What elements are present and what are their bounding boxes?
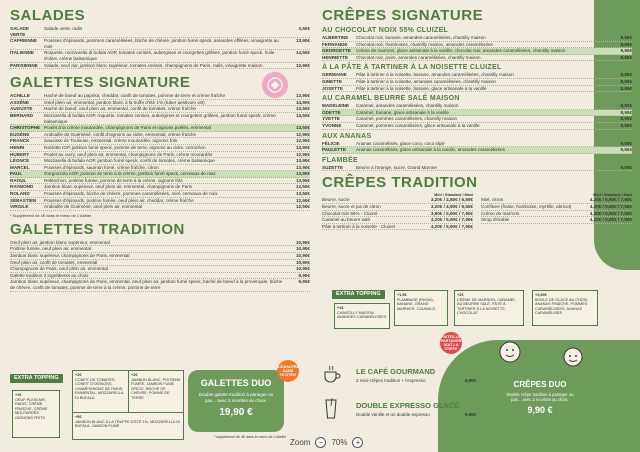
- menu-row: [10, 253, 310, 260]
- item-name: SUZETTE: [322, 164, 343, 170]
- menu-row: [481, 204, 632, 211]
- cafe-gourmand-title: LE CAFÉ GOURMAND: [356, 367, 436, 376]
- item-name: PAULETTE: [322, 147, 346, 153]
- item-description: Pousses d'épinards, bûche de chèvre, pommes caramélisées, miel, cerneaux de noix: [44, 191, 218, 197]
- item-description: Ananas caramélisés, glace coco, coco râpé: [356, 140, 445, 146]
- double-expresso: [356, 401, 476, 417]
- item-price: 13,50€: [295, 106, 310, 112]
- item-name: SÉBASTIEN: [10, 197, 37, 203]
- tradition-list-left: [322, 197, 473, 230]
- iced-glass-icon: [324, 398, 338, 420]
- zoom-value: 70%: [331, 438, 348, 447]
- zoom-in-button[interactable]: +: [352, 437, 363, 448]
- menu-row: [10, 246, 310, 253]
- item-price: 10,90€: [295, 239, 310, 245]
- item-price: 3,50€: [298, 26, 310, 31]
- menu-row: [481, 217, 632, 224]
- topping-text: CHANTILLY MAISON, AMANDES CARAMÉLISÉES: [337, 310, 387, 320]
- crepes-duo: [500, 380, 580, 415]
- item-price: 8,50€: [620, 103, 632, 109]
- item-description: Crème de marrons: [481, 210, 520, 216]
- cafe-gourmand-price: 5,90€: [464, 378, 476, 383]
- flambee-subtitle: FLAMBÉE: [322, 156, 358, 164]
- item-price: 14,50€: [295, 50, 310, 56]
- menu-row: [10, 184, 310, 191]
- menu-row: [10, 138, 310, 145]
- item-name: ACHILLE: [10, 93, 30, 99]
- topping-price: +2€: [457, 293, 464, 297]
- cafe-gourmand-desc: 2 mini-crêpes tradition + l'expresso: [356, 378, 426, 383]
- item-price: 8,90€: [298, 272, 310, 278]
- item-price: 8,90€: [620, 116, 632, 122]
- zoom-out-button[interactable]: −: [315, 437, 326, 448]
- item-name: FRANCK: [10, 138, 30, 144]
- item-price: 12,90€: [295, 197, 310, 203]
- ananas-subtitle: AUX ANANAS: [322, 132, 372, 140]
- item-name: EUGÈNE: [10, 131, 30, 137]
- menu-row: [10, 240, 310, 247]
- tradition-header-right: Mini / Standard / Maxi: [593, 193, 632, 198]
- item-name: VIRGILE: [10, 204, 29, 210]
- item-price: 13,50€: [295, 125, 310, 131]
- menu-row: [322, 72, 632, 79]
- item-description: Ananas caramélisés, glace artisanale à la vanille, amandes caramélisées: [356, 147, 505, 153]
- item-description: Pâte à tartiner à la noisette, banane, amandes caramélisées, chantilly maison: [356, 72, 514, 78]
- item-description: Chocolat noir 55% - Cluizel: [322, 210, 378, 216]
- galettes-signature-list: [10, 93, 310, 211]
- gluten-badge: SOUHAITÉE SANS GLUTEN: [277, 360, 299, 382]
- crepes-duo-desc: Double crêpe tradition à partager ou pas... avec 2 recettes au choix.: [506, 392, 574, 402]
- crepe-topping-box-1: [334, 303, 390, 329]
- item-name: YVONNE: [322, 122, 342, 128]
- item-price: 12,50€: [295, 204, 310, 210]
- item-description: Champignons de Paris, oeuf plein air, emmental: [10, 266, 108, 272]
- item-description: Pâte à tartiner à la noisette, amandes caramélisées, chantilly maison: [356, 78, 496, 84]
- item-price: 4,20€ / 5,90€ / 7,90€: [589, 197, 632, 203]
- galette-topping-box-4: [72, 412, 184, 440]
- topping-text: JAMBON BLANC À LA TRUFFE D'ÉTÉ 1%, MOZZARELLA DI BUFALA, JAMBON FUMÉ: [75, 419, 181, 429]
- galettes-tradition-title: GALETTES TRADITION: [10, 220, 185, 238]
- item-description: Galette tradition 2 ingrédients au choix: [10, 272, 89, 278]
- crepes-tradition-title: CRÊPES TRADITION: [322, 174, 478, 192]
- item-price: 13,50€: [295, 191, 310, 197]
- item-name: GERMAINE: [322, 72, 347, 78]
- item-description: Confiture (fraise, framboise, myrtille, abricot): [481, 203, 572, 209]
- item-description: Caramel, pommes caramélisées, chantilly maison: [356, 116, 458, 122]
- item-name: PARISIENNE: [10, 62, 38, 68]
- item-price: 14,90€: [295, 99, 310, 105]
- item-description: Beurre à l'orange, sucre, Grand Marnier: [356, 164, 438, 170]
- menu-row: [10, 273, 310, 280]
- item-price: 12,90€: [295, 151, 310, 157]
- zoom-control: [290, 437, 363, 448]
- item-price: 12,50€: [295, 184, 310, 190]
- item-price: 4,20€ / 5,90€ / 7,90€: [589, 210, 632, 216]
- right-column: [322, 6, 632, 230]
- item-price: 3,90€ / 5,90€ / 7,90€: [430, 210, 473, 216]
- menu-row: [322, 103, 632, 110]
- item-name: CHRISTOPHE: [10, 125, 41, 131]
- item-description: Reblochon, poitrine fumée, pomme de terre à la crème, oignons frits: [44, 177, 183, 183]
- item-name: RAYMOND: [10, 184, 34, 190]
- item-description: Poulet au curry, oeuf plein air, emmental, champignons de Paris, crème moutardée: [44, 151, 213, 157]
- caramel-list: [322, 103, 632, 129]
- item-description: Pousses d'épinards, pommes caramélisées, bûche de chèvre, jambon fumé speck, amandes effilées, vinaigrette au miel: [44, 38, 279, 49]
- item-name: BERNARD: [10, 112, 33, 118]
- crepes-duo-price: 9,90 €: [527, 405, 553, 415]
- item-price: 13,90€: [295, 171, 310, 177]
- menu-row: [10, 38, 310, 50]
- item-name: HUBERT: [10, 151, 30, 157]
- menu-row: [10, 158, 310, 165]
- salades-list: [10, 26, 310, 69]
- menu-row: [322, 110, 632, 117]
- expresso-title: DOUBLE EXPRESSO GLACÉ: [356, 401, 460, 410]
- choc-list: [322, 35, 632, 61]
- item-description: Crème de marrons, glace artisanale à la vanille, chocolat noir, amandes caramélisées, chantilly maison: [356, 48, 566, 54]
- item-description: Saucisse de Toulouse, emmental, crème moutardée, oignons frits: [44, 138, 178, 144]
- share-badge: FAITES-LE PARTAGER SOIT LA CRÊPE: [440, 332, 462, 354]
- menu-row: [322, 86, 632, 93]
- item-price: 12,90€: [295, 138, 310, 144]
- topping-price: +2€: [75, 373, 82, 377]
- item-price: 10,90€: [295, 253, 310, 259]
- galette-topping-box-3: [128, 370, 184, 414]
- menu-row: [322, 79, 632, 86]
- galette-topping-box-1: [12, 390, 60, 438]
- item-price: 8,90€: [620, 41, 632, 47]
- item-price: 10,90€: [295, 246, 310, 252]
- tradition-list-right: [481, 197, 632, 223]
- galette-topping-box-2: [72, 370, 130, 414]
- item-description: Salade, oeuf dur, jambon blanc supérieur, tomates cerises, champignons de Paris, radis, vinaigrette maison: [44, 62, 263, 68]
- menu-row: [10, 100, 310, 107]
- item-price: 8,90€: [620, 122, 632, 128]
- item-description: Gorgonzola AOP, pomme de terre à la crème, jambon fumé speck, cerneaux de noix: [44, 171, 216, 177]
- expresso-desc: Double vanille et un double expresso: [356, 412, 430, 417]
- menu-row: [10, 125, 310, 132]
- menu-row: [322, 123, 632, 130]
- item-description: Roquette, mozzarella di bufala AOP, tomates cerises, aubergines et courgettes grillées, jambon fumé speck, huile d'olive, crème balsamique: [44, 50, 275, 61]
- galette-extra-topping: [10, 374, 63, 383]
- item-name: ITALIENNE: [10, 50, 34, 56]
- item-name: HENRI: [10, 144, 25, 150]
- item-description: Haché de boeuf, oeuf plein air, emmental, confit de tomates, crème fraîche: [44, 106, 196, 112]
- crepe-topping-box-2: [394, 290, 448, 326]
- item-description: Oeuf plein air, jambon blanc supérieur, emmental: [10, 239, 110, 245]
- topping-price: +1,5€: [397, 293, 407, 297]
- character-illustration-icon: [496, 338, 524, 366]
- menu-row: [322, 141, 632, 148]
- item-description: Beurre, sucre: [322, 197, 350, 203]
- menu-row: [322, 165, 632, 172]
- noisette-subtitle: À LA PÂTE À TARTINER À LA NOISETTE CLUIZEL: [322, 64, 502, 72]
- galettes-tradition-list: [10, 240, 310, 292]
- noisette-list: [322, 72, 632, 92]
- item-price: 13,90€: [295, 164, 310, 170]
- menu-row: [322, 197, 473, 204]
- item-description: Haché de boeuf au paprika, cheddar, confit de tomates, pomme de terre et crème fraîche: [44, 93, 226, 99]
- menu-row: [10, 266, 310, 273]
- menu-row: [322, 211, 473, 218]
- tradition-header-left: Mini / Standard / Maxi: [434, 193, 473, 198]
- item-name: YVETTE: [322, 116, 340, 122]
- item-name: ROLAND: [10, 191, 30, 197]
- item-description: Pâte à tartiner à la noisette - Cluizel: [322, 223, 395, 229]
- item-price: 8,90€: [620, 72, 632, 78]
- character-illustration-2-icon: [560, 344, 586, 370]
- item-description: Jambon blanc supérieur, champignons de Paris, emmental: [10, 253, 130, 259]
- item-description: Salade verte, radis: [44, 26, 83, 31]
- item-name: ODETTE: [322, 109, 341, 115]
- item-description: Andouille de Guéméné, confit d'oignons au cidre, emmental, crème fraîche: [44, 131, 197, 137]
- item-name: GEORGETTE: [322, 48, 351, 54]
- item-name: FÉLICIE: [322, 140, 340, 146]
- item-price: 10,90€: [295, 259, 310, 265]
- item-price: 12,90€: [295, 131, 310, 137]
- item-name: ALBERTINE: [322, 35, 349, 40]
- item-description: Oeuf plein air, confit de tomates, emmental: [10, 259, 98, 265]
- item-name: PAUL: [10, 171, 23, 177]
- galettes-signature-note: * Supplément de 1€ dans le menu de L'Atelier: [10, 212, 92, 218]
- topping-text: FLAMBAGE (RHUM), BANANE, GRAND MARNIER, CAUMALD: [397, 297, 436, 311]
- item-price: 13,90€: [295, 38, 310, 44]
- item-name: ASSÉNE: [10, 99, 29, 105]
- menu-row: [10, 165, 310, 172]
- item-name: MADELEINE: [322, 103, 350, 109]
- menu-row: [10, 50, 310, 62]
- item-description: Poulet à la crème moutardée, champignons de Paris et oignons poêlés, emmental: [44, 125, 212, 131]
- item-name: GINETTE: [322, 78, 342, 84]
- item-price: 13,90€: [295, 144, 310, 150]
- item-price: 9,90€: [620, 48, 632, 54]
- menu-row: [481, 211, 632, 218]
- menu-row: [10, 113, 310, 125]
- galettes-duo-card: [188, 370, 284, 432]
- topping-text: CRÈME DE MARRON, CARAMEL AU BEURRE SALÉ, PÂTE À TARTINER À LA NOISETTE, CHOCOLAT: [457, 297, 516, 316]
- item-price: 9,90€: [620, 164, 632, 170]
- caramel-subtitle: AU CARAMEL BEURRE SALÉ MAISON: [322, 95, 460, 103]
- menu-row: [10, 132, 310, 139]
- menu-row: [10, 26, 310, 38]
- item-description: Mozzarella di bufala AOP, roquette, tomates cerises, aubergines et courgettes grillées, jambon fumé speck, crème balsamique: [44, 112, 276, 124]
- galette-extra-topping-label: EXTRA TOPPING: [10, 374, 63, 383]
- menu-row: [322, 42, 632, 49]
- crepe-extra-topping: [332, 290, 385, 299]
- topping-text: BOULE DE GLACE AU CHOIX, ANANAS FRAÎCHE, POMMES CARAMÉLISÉES, ANANAS CARAMÉLISÉS: [535, 297, 589, 316]
- item-description: Pousses d'épinards, poitrine fumée, oeuf plein air, cheddar, crème fraîche: [44, 197, 194, 203]
- item-price: 4,20€ / 5,90€ / 7,90€: [430, 223, 473, 229]
- topping-price: +2€: [131, 373, 138, 377]
- item-price: 12,90€: [295, 62, 310, 68]
- item-price: 3,20€ / 4,50€ / 6,50€: [430, 197, 473, 203]
- item-name: HENRIETTE: [322, 54, 349, 60]
- item-description: Chocolat noir, poire, amandes caramélisées, chantilly maison: [356, 54, 481, 60]
- menu-row: [10, 63, 310, 70]
- galettes-duo-title: GALETTES DUO: [200, 378, 272, 388]
- item-description: Miel, citron: [481, 197, 504, 203]
- menu-row: [10, 204, 310, 211]
- zoom-label: Zoom: [290, 438, 311, 447]
- item-description: Mozzarella di bufala AOP, jambon fumé speck, confit de tomates, crème balsamique: [44, 158, 215, 164]
- item-description: Raclette IGP, jambon fumé speck, pomme de terre, oignons au cidre, cornichon: [44, 144, 206, 150]
- item-price: 8,90€: [620, 85, 632, 91]
- item-price: 3,20€ / 4,90€ / 6,50€: [430, 203, 473, 209]
- item-price: 13,90€: [295, 177, 310, 183]
- menu-row: [322, 116, 632, 123]
- item-description: Caramel, banane, glace artisanale à la vanille: [356, 109, 449, 115]
- item-price: 9,50€: [620, 140, 632, 146]
- item-price: 10,90€: [295, 266, 310, 272]
- galettes-duo-note: * supplément de 4€ dans le menu de L'Atelier: [214, 435, 287, 439]
- item-price: 8,90€: [620, 109, 632, 115]
- item-description: Beurre, sucre et jus de citron: [322, 203, 381, 209]
- menu-row: [10, 260, 310, 267]
- item-description: Caramel, amandes caramélisées, chantilly maison: [356, 103, 459, 109]
- topping-price: +1€: [15, 393, 22, 397]
- crepes-signature-title: CRÊPES SIGNATURE: [322, 7, 484, 24]
- menu-row: [10, 178, 310, 185]
- topping-text: JAMBON BLANC, POITRINE FUMÉE, JAMBON FUMÉ SPECK, BÛCHE DE CHÈVRE, POMME DE TERRE: [131, 377, 181, 400]
- item-name: AUGUSTE: [10, 106, 33, 112]
- menu-row: [10, 106, 310, 113]
- item-name: MARCEL: [10, 164, 30, 170]
- item-name: JOSETTE: [322, 85, 343, 91]
- crepe-topping-box-3: [454, 290, 524, 326]
- menu-row: [10, 279, 310, 291]
- topping-price: +1€: [337, 306, 344, 310]
- item-description: Caramel, pommes caramélisées, glace artisanale à la vanille: [356, 122, 480, 128]
- item-name: CAPRIENNE: [10, 38, 38, 44]
- item-description: Pâte à tartiner à la noisette, banane, glace artisanale à la vanille: [356, 85, 487, 91]
- item-price: 8,90€: [620, 78, 632, 84]
- galettes-duo-price: 19,90 €: [219, 407, 253, 418]
- item-description: Chocolat noir, banane, amandes caramélisées, chantilly maison: [356, 35, 486, 40]
- crepe-topping-box-4: [532, 290, 598, 326]
- item-price: 4,20€ / 5,90€ / 7,90€: [589, 217, 632, 223]
- menu-row: [10, 171, 310, 178]
- item-name: SALADE VERTE: [10, 26, 29, 37]
- choc-subtitle: AU CHOCOLAT NOIX 55% CLUIZEL: [322, 27, 449, 34]
- cafe-gourmand: [356, 367, 476, 383]
- topping-text: CONFIT DE TOMATES, CONFIT D'OIGNONS, CHAMPIGNONS DE PARIS, EMMENTAL, MOZZARELLA DI BUFALA: [75, 377, 124, 400]
- item-name: LÉONCE: [10, 158, 30, 164]
- item-price: 13,90€: [295, 93, 310, 99]
- item-price: 3,20€ / 5,90€ / 7,90€: [430, 217, 473, 223]
- topping-price: +2,50€: [535, 293, 547, 297]
- item-price: 4,20€ / 5,90€ / 7,90€: [589, 203, 632, 209]
- coffee-cup-icon: [322, 364, 342, 384]
- flambee-list: [322, 165, 632, 172]
- menu-row: [322, 204, 473, 211]
- item-price: 13,90€: [295, 158, 310, 164]
- menu-row: [322, 217, 473, 224]
- menu-row: [10, 191, 310, 198]
- item-description: Sirop d'érable: [481, 217, 510, 223]
- item-price: 8,90€: [620, 35, 632, 40]
- crepe-extra-topping-label: EXTRA TOPPING: [332, 290, 385, 299]
- item-description: Oeuf plein air, emmental, jambon blanc à la truffe d'été 1% (tuber aestivum vitt): [44, 99, 205, 105]
- topping-text: OEUF PLEIN AIR, RADIS, CRÈME FRAÎCHE, CRÈME MOUTARDÉE, OIGNONS FRITS: [15, 397, 48, 420]
- galettes-signature-title: GALETTES SIGNATURE: [10, 74, 191, 92]
- menu-row: [322, 35, 632, 42]
- item-description: Jambon blanc supérieur, oeuf plein air, emmental, champignons de Paris: [44, 184, 193, 190]
- left-column: [10, 6, 310, 292]
- item-description: Pousses d'épinards, saumon fumé, crème fraîche, citron: [44, 164, 159, 170]
- expresso-price: 5,90€: [464, 412, 476, 417]
- item-description: Poitrine fumée, oeuf plein air, emmental: [10, 246, 91, 252]
- menu-row: [10, 198, 310, 205]
- item-price: 8,90€: [620, 54, 632, 60]
- menu-row: [322, 224, 473, 231]
- item-description: Jambon blanc supérieur, champignons de Paris, emmental, oeuf plein air, jambon fumé speck, haché de boeuf à la provençale, bûche de chèvre, confit de tomates, pomme de terre à la crème, pomme de terre: [10, 279, 283, 290]
- menu-row: [322, 147, 632, 154]
- item-description: Chocolat noir, framboises, chantilly maison, amandes caramélisées: [356, 41, 493, 47]
- menu-row: [322, 48, 632, 55]
- item-price: 14,50€: [295, 112, 310, 118]
- item-price: 9,90€: [298, 279, 310, 285]
- menu-row: [322, 55, 632, 62]
- crepes-duo-title: CRÊPES DUO: [513, 380, 567, 389]
- menu-row: [481, 197, 632, 204]
- item-description: Andouille de Guéméné, oeuf plein air, emmental: [44, 204, 143, 210]
- ananas-list: [322, 141, 632, 154]
- pink-logo-icon: [262, 72, 288, 98]
- galettes-duo-desc: Double galette tradition à partager ou pas... avec 2 recettes au choix.: [198, 392, 274, 403]
- item-name: RAOUL: [10, 177, 27, 183]
- topping-price: +5€: [75, 415, 82, 419]
- menu-row: [10, 145, 310, 152]
- item-name: FERNANDE: [322, 41, 348, 47]
- item-description: Caramel au beurre salé: [322, 217, 371, 223]
- item-price: 9,50€: [620, 147, 632, 153]
- salades-title: SALADES: [10, 7, 86, 24]
- menu-row: [10, 152, 310, 159]
